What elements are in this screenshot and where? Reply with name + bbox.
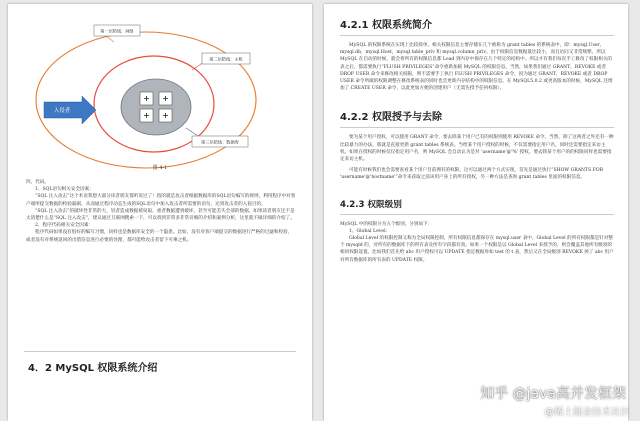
s2-text2: 可能有时候我们也会需要查看某个用户目前拥有的权限，这可以通过两个方式实现，首先是通过执行“SHOW GRANTS FOR 'username'@'hostname'”命令来获取之前该用户身上的所有授权，另一种方法是查询 grant tables 里面的权限信息。 — [340, 168, 604, 181]
watermark-juejin: @稀土掘金技术社区 — [544, 407, 630, 418]
s3-text2: 1、Global Level： — [349, 228, 391, 234]
left-rule — [24, 351, 296, 352]
heading-4-2-2: 4.2.2 权限授予与去除 — [340, 112, 442, 124]
watermark-zhihu: 知乎 @java高并发框架 — [480, 386, 626, 402]
database-defense-diagram — [28, 12, 292, 172]
heading-4-2-1: 4.2.1 权限系统简介 — [340, 20, 432, 31]
figure-caption: 图 4-1 — [152, 165, 168, 171]
layer2-label: 第二层防线：主机 — [209, 56, 243, 62]
right-content — [340, 16, 614, 264]
s1-text: MySQL 的权限系统在实现上比较简单，相关权限信息主要存储在几个被称为 grant tables 的系统表中，即：mysql.User，mysql.db，mysql.Host，mysql.table_priv 和 mysql.column_priv。由于权限信息数据量比较小，而且访问又非常频繁，所以 MySQL 在启动的时候，就会将所有的权限信息都 Load 到内存中保存在几个特定的结构中。所以才有我们每次手工修改了权限相关的表之后，都需要执行“FLUSH PRIVILEGES”命令重新加载 MySQL 的权限信息。当然，如果我们通过 GRANT，REVOKE 或者 DROP USER 命令来修改相关权限，则不需要手工执行 FLUSH PRIVILEGES 命令，因为通过 GRANT，REVOKE 或者 DROP USER 命令所做的权限调整在修改系统表的同时也会更新内存结构中的权限信息。在 MySQL5.0.2 或更高版本的时候，MySQL 还增加了 CREATE USER 命令，以此更加方便的创建用户（无需先授予任何权限）。 — [340, 43, 613, 92]
para-2: 1、SQL语句相关安全因素： — [35, 187, 94, 193]
left-body — [26, 179, 296, 244]
para-5: 2、程序代码相关安全因素： — [35, 223, 94, 229]
rule-2 — [340, 127, 614, 128]
para-4: “SQL 注入攻击”的破坏性非常的大，轻者造成数据被窃取，重者数据遭到破坏，甚至可能丢失全部的数据。如果读者朋友还不是太清楚什么是“SQL 注入攻击”，建议通过互联网搜索一下，可以找到非常多非常详细的介绍和案例分析，这里就不做详细的介绍了。 — [26, 208, 295, 222]
para-6: 程序代码如果没有很好的编写习惯，同样也是数据库安全的一个隐患。比如，没有对客户端提交的数据进行严格的过滤和校验，或者没有对系统返回的出错信息进行必要的处理，都可能给攻击者留下可乘之机。 — [26, 230, 293, 243]
right-page — [324, 4, 628, 421]
layer1-label: 第一层防线：网络 — [100, 28, 134, 34]
s3-text1: MySQL 中的权限分为五个级别，分别如下： — [340, 221, 433, 227]
rule-1 — [340, 35, 614, 36]
s2-text: 要为某个用户授权，可以使用 GRANT 命令，要去除某个用户已有的权限则使用 REVOKE 命令。当然，除了这两者之外还有一种比较暴力的办法，那就是直接更新 grant tables 系统表。当给某个用户授权的时候，不仅需要指定用户名，同时还需要指定来访主机。如果在授权的时候仅仅指定用户名，则 MySQL 会自动认为是对 'username'@'%' 授权。要去除某个用户的的权限同样也需要指定来访主机。 — [340, 135, 614, 163]
rule-3 — [340, 214, 614, 215]
heading-4-2-3: 4.2.3 权限级别 — [340, 199, 402, 210]
s3-text3: Global Level 的权限控制又称为全局权限控制，所有权限信息都保存在 mysql.user 表中。Global Level 的所有权限都是针对整个 mysqld 的，对所有的数据库下的所有表及所有字段都有效。如果一个权限是以 Global Level 来授予的，则会覆盖其他所有级别的相同权限设置。比如我们首先给 abc 用户授权可以 UPDATE 指定数据库如 test 的 t 表，然后又在全局级别 REVOKE 掉了 abc 用户对所有数据库的所有表的 UPDATE 权限。 — [340, 236, 614, 263]
para-3: “SQL 注入攻击”这个术语我想大部分读者朋友都听说过了！指的就是攻击者根据数据库的SQL语句编写的规则，利用程序中对客户端所提交数据的校验漏洞，从而通过程序动态生成的SQL语句中加入攻击者所需要的语句，达到攻击者的入侵目的。 — [26, 194, 296, 207]
para-1: 四、代码。 — [26, 180, 49, 185]
layer3-label: 第三层防线：数据库 — [201, 139, 239, 145]
left-page — [8, 4, 312, 421]
section-heading-4-2: 4．2 MySQL 权限系统介绍 — [28, 363, 158, 374]
inner-ring-database — [121, 79, 191, 135]
intruder-label: 入侵者 — [53, 108, 71, 114]
